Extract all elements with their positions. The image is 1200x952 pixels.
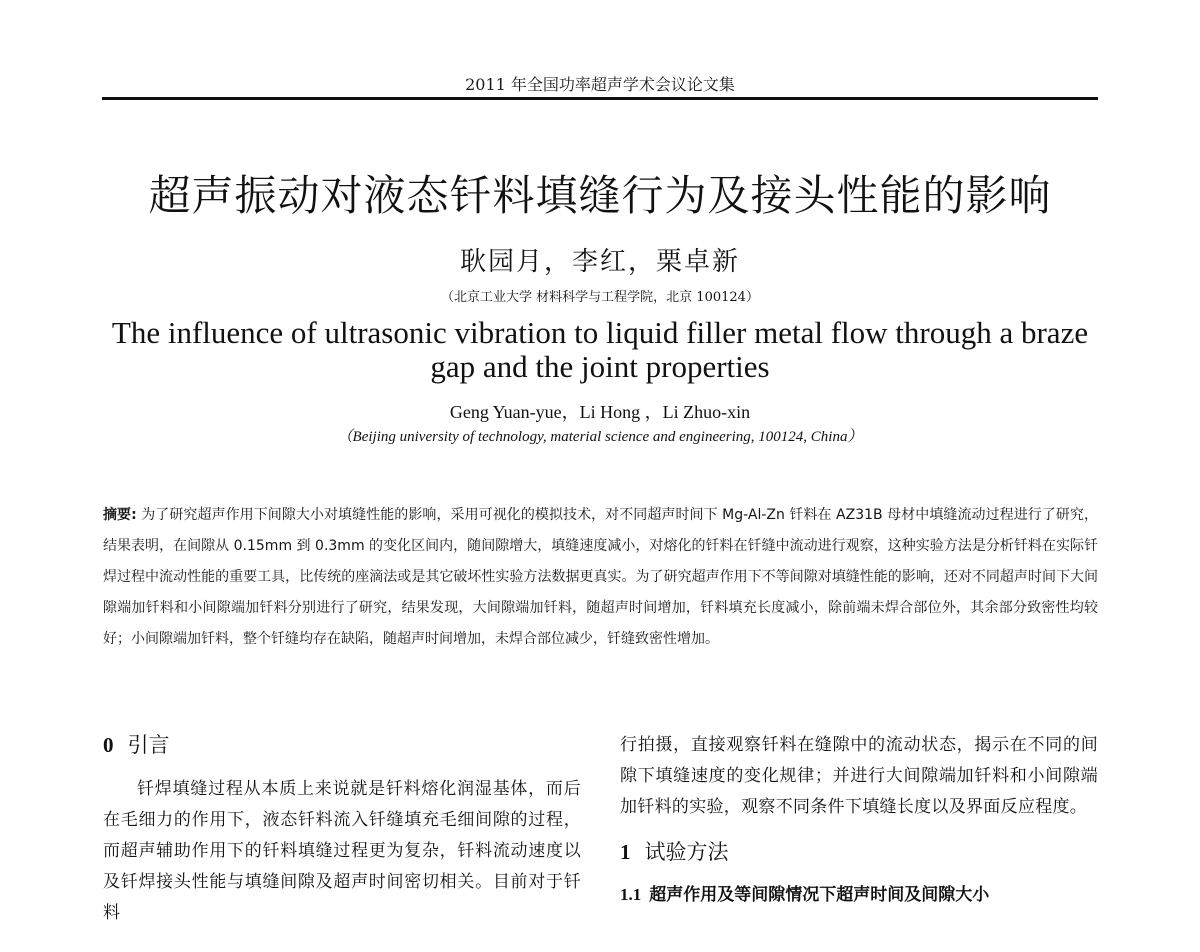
subsection-title: 超声作用及等间隙情况下超声时间及间隙大小 bbox=[649, 885, 990, 905]
subsection-heading bbox=[620, 881, 1098, 909]
affiliation-english: （Beijing university of technology, material science and engineering, 100124, China） bbox=[337, 429, 863, 445]
subsection-number: 1.1 bbox=[620, 885, 642, 904]
authors-chinese: 耿园月，李红，栗卓新 bbox=[459, 247, 740, 277]
section-heading-methods bbox=[620, 837, 1098, 867]
header-rule bbox=[102, 97, 1098, 100]
paper-title-chinese: 超声振动对液态钎料填缝行为及接头性能的影响 bbox=[148, 171, 1052, 220]
section-number: 1 bbox=[620, 840, 631, 864]
abstract bbox=[103, 500, 1098, 655]
right-column bbox=[620, 730, 1098, 909]
introduction-paragraph: 钎焊填缝过程从本质上来说就是钎料熔化润湿基体，而后在毛细力的作用下，液态钎料流入钎缝填充毛细间隙的过程，而超声辅助作用下的钎料填缝过程更为复杂，钎料流动速度以及钎焊接头性能与填缝间隙及超声时间密切相关。目前对于钎料 bbox=[103, 779, 581, 923]
running-header: 2011 年全国功率超声学术会议论文集 bbox=[465, 75, 735, 94]
section-title: 试验方法 bbox=[644, 840, 729, 864]
paper-title-english: The influence of ultrasonic vibration to liquid filler metal flow through a braze gap and the joint properties bbox=[111, 315, 1089, 384]
affiliation-chinese: （北京工业大学 材料科学与工程学院，北京 100124） bbox=[441, 290, 759, 305]
abstract-text: 为了研究超声作用下间隙大小对填缝性能的影响，采用可视化的模拟技术，对不同超声时间下 Mg-Al-Zn 钎料在 AZ31B 母材中填缝流动过程进行了研究，结果表明，在间隙从 0.15mm 到 0.3mm 的变化区间内，随间隙增大，填缝速度减小，对熔化的钎料在钎缝中流动进行观察，这种实验方法是分析钎料在实际钎焊过程中流动性能的重要工具，比传统的座滴法或是其它破坏性实验方法数据更真实。为了研究超声作用下不等间隙对填缝性能的影响，还对不同超声时间下大间隙端加钎料和小间隙端加钎料分别进行了研究，结果发现，大间隙端加钎料，随超声时间增加，钎料填充长度减小，除前端未焊合部位外，其余部分致密性均较好；小间隙端加钎料，整个钎缝均存在缺陷，随超声时间增加，未焊合部位减少，钎缝致密性增加。 bbox=[103, 507, 1098, 647]
continued-paragraph: 行拍摄，直接观察钎料在缝隙中的流动状态，揭示在不同的间隙下填缝速度的变化规律；并进行大间隙端加钎料和小间隙端加钎料的实验，观察不同条件下填缝长度以及界面反应程度。 bbox=[620, 735, 1098, 817]
left-column bbox=[103, 730, 581, 929]
authors-english: Geng Yuan-yue，Li Hong ，Li Zhuo-xin bbox=[449, 402, 751, 422]
abstract-label: 摘要: bbox=[103, 507, 137, 523]
section-heading-introduction bbox=[103, 730, 581, 760]
section-number: 0 bbox=[103, 733, 114, 757]
section-title: 引言 bbox=[127, 733, 170, 757]
spacer bbox=[620, 823, 1098, 837]
